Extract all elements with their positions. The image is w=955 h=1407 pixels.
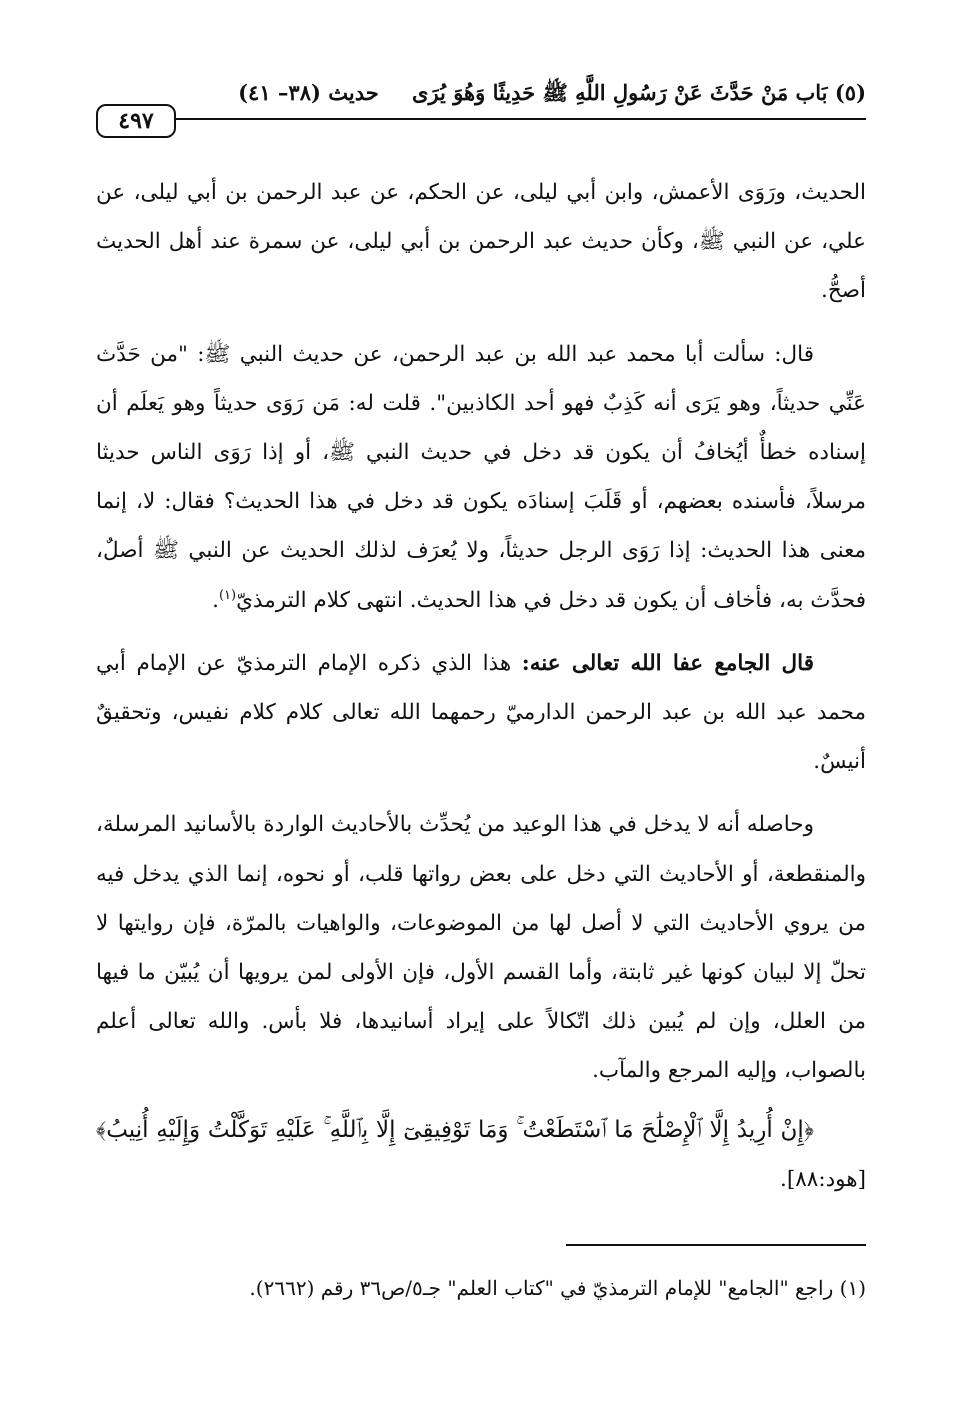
- paragraph-2: [96, 330, 866, 625]
- footnote-marker: (١): [218, 587, 237, 603]
- author-note-lead: قال الجامع عفا الله تعالى عنه:: [521, 650, 814, 676]
- paragraph-3: [96, 639, 866, 787]
- main-text: [96, 168, 866, 1218]
- header-rule: [176, 118, 866, 120]
- running-title: [238, 80, 866, 111]
- quran-quote: [96, 1106, 866, 1204]
- footnote-separator: [566, 1244, 866, 1246]
- page-header: [96, 80, 866, 154]
- hadith-range: حديث (٣٨– ٤١): [238, 80, 379, 105]
- paragraph-2-text: قال: سألت أبا محمد عبد الله بن عبد الرحمن، عن حديث النبي ﷺ: "من حَدَّث عَنِّي حديثاً، وهو يَرَى أنه كَذِبٌ فهو أحد الكاذبين". قلت له: مَن رَوَى حديثاً وهو يَعلَم أن إسناده خطأٌ أيُخافُ أن يكون قد دخل في حديث النبي ﷺ، أو إذا رَوَى الناس حديثا مرسلاً، فأسنده بعضهم، أو قَلَبَ إسنادَه يكون قد دخل في هذا الحديث؟ فقال: لا، إنما معنى هذا الحديث: إذا رَوَى الرجل حديثاً، ولا يُعرَف لذلك الحديث عن النبي ﷺ أصلٌ، فحدَّث به، فأخاف أن يكون قد دخل في هذا الحديث. انتهى كلام الترمذيّ: [96, 341, 866, 613]
- paragraph-3-text: هذا الذي ذكره الإمام الترمذيّ عن الإمام أبي محمد عبد الله بن عبد الرحمن الدارميّ رحمهما الله تعالى كلام كلام نفيس، وتحقيقٌ أنيسٌ.: [96, 650, 866, 775]
- paragraph-4: وحاصله أنه لا يدخل في هذا الوعيد من يُحدِّث بالأحاديث الواردة بالأسانيد المرسلة، والمنقطعة، أو الأحاديث التي دخل على بعض رواتها قلب، أو نحوه، إنما الذي يدخل فيه من يروي الأحاديث التي لا أصل لها من الموضوعات، والواهيات بالمرّة، فإن روايتها لا تحلّ إلا لبيان كونها غير ثابتة، وأما القسم الأول، فإن الأولى لمن يرويها أن يُبيّن ما فيها من العلل، وإن لم يُبين ذلك اتّكالاً على إيراد أسانيدها، فلا بأس. والله تعالى أعلم بالصواب، وإليه المرجع والمآب.: [96, 812, 866, 1084]
- footnote: (١) راجع "الجامع" للإمام الترمذيّ في "كتاب العلم" جـ٥/ص٣٦ رقم (٢٦٦٢).: [249, 1276, 866, 1300]
- quran-reference: [هود:٨٨].: [780, 1166, 866, 1192]
- chapter-title: (٥) بَاب مَنْ حَدَّثَ عَنْ رَسُولِ اللَّهِ ﷺ حَدِيثًا وَهُوَ يُرَى: [412, 80, 866, 105]
- quran-verse: ﴿إِنْ أُرِيدُ إِلَّا ٱلْإِصْلَٰحَ مَا ٱسْتَطَعْتُ ۚ وَمَا تَوْفِيقِىٓ إِلَّا بِٱللَّهِ ۚ عَلَيْهِ تَوَكَّلْتُ وَإِلَيْهِ أُنِيبُ﴾: [96, 1116, 814, 1143]
- paragraph-1: الحديث، ورَوَى الأعمش، وابن أبي ليلى، عن الحكم، عن عبد الرحمن بن أبي ليلى، عن علي، عن النبي ﷺ، وكأن حديث عبد الرحمن بن أبي ليلى، عن سمرة عند أهل الحديث أصحُّ.: [96, 180, 866, 304]
- paragraph-2-end: .: [212, 587, 219, 613]
- page-number: ٤٩٧: [96, 104, 176, 138]
